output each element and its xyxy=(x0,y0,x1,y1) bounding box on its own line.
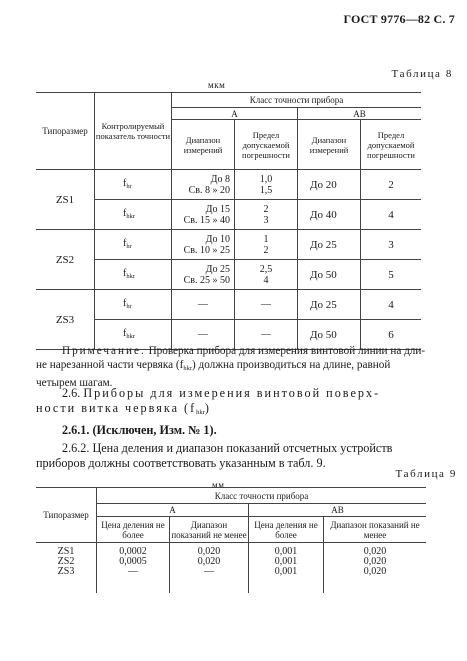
t8-cell-line: — xyxy=(261,329,271,340)
t9-value: — xyxy=(128,566,138,577)
s26-line2: ности витка червяка (f xyxy=(36,401,197,415)
t9-div-a xyxy=(97,543,170,593)
t8-range-a-cell xyxy=(172,290,235,320)
t8-sub-limit-ab: Предел допускаемой погрешности xyxy=(361,120,422,170)
s261: 2.6.1. (Исключен, Изм. № 1). xyxy=(62,423,217,437)
t8-indicator-cell xyxy=(95,200,172,230)
t8-row xyxy=(36,230,421,260)
t8-cell-line: — xyxy=(198,329,208,340)
t9-value: 0,020 xyxy=(363,566,387,577)
t8-limit-a-cell xyxy=(235,200,298,230)
t9-class-header: Класс точности прибора xyxy=(97,488,427,504)
t9-value: 0,020 xyxy=(197,556,221,567)
t9-range-ab xyxy=(324,543,427,593)
t8-cell-line: 1 xyxy=(263,233,269,245)
t8-row xyxy=(36,200,421,230)
t9-value: 0,020 xyxy=(197,546,221,557)
t8-body xyxy=(36,170,421,350)
t8-limit-ab-cell: 3 xyxy=(361,230,422,260)
t8-indicator-subscript: hr xyxy=(126,182,132,190)
t9-col-type: Типоразмер xyxy=(36,488,97,543)
t8-indicator-subscript: hr xyxy=(126,302,132,310)
t8-col-type: Типоразмер xyxy=(36,93,95,170)
table8-unit: мкм xyxy=(208,80,226,90)
t8-sub-range-a: Диапазон измерений xyxy=(172,120,235,170)
t8-range-ab-cell: До 50 xyxy=(298,320,361,350)
note-line2b: ) должна производиться на длине, равной xyxy=(191,359,391,371)
t8-limit-ab-cell: 4 xyxy=(361,200,422,230)
t8-col-indicator: Контролируемый показатель точности xyxy=(95,93,172,170)
t9-value: — xyxy=(204,566,214,577)
t8-indicator-symbol: f xyxy=(123,237,127,249)
t8-indicator-cell xyxy=(95,290,172,320)
t9-value: 0,020 xyxy=(363,546,387,557)
t9-value: 0,0002 xyxy=(119,546,147,557)
t8-cell-line: — xyxy=(198,299,208,310)
t9-class-ab: АВ xyxy=(249,504,427,517)
t8-indicator-subscript: hkr xyxy=(126,332,136,340)
table9-unit: мм xyxy=(212,480,225,490)
t9-class-a: А xyxy=(97,504,249,517)
t8-cell-line: Св. 15 » 40 xyxy=(183,214,230,226)
t9-value: ZS3 xyxy=(57,566,75,577)
t8-class-ab: АВ xyxy=(298,108,422,120)
t8-range-ab-cell: До 40 xyxy=(298,200,361,230)
t8-class-a: А xyxy=(172,108,298,120)
t8-limit-a-cell xyxy=(235,230,298,260)
t8-limit-a-cell xyxy=(235,290,298,320)
t8-range-ab-cell: До 25 xyxy=(298,290,361,320)
t8-cell-line: 1,5 xyxy=(259,184,273,196)
s262-line1: 2.6.2. Цена деления и диапазон показаний отсчетных устройств xyxy=(62,441,393,455)
t8-row xyxy=(36,290,421,320)
t8-limit-ab-cell: 4 xyxy=(361,290,422,320)
t8-type-cell: ZS1 xyxy=(36,170,95,230)
table9-caption: Таблица 9 xyxy=(395,468,457,480)
note xyxy=(36,344,436,390)
t8-range-ab-cell: До 50 xyxy=(298,260,361,290)
s26-num: 2.6. xyxy=(62,386,81,400)
t8-indicator-symbol: f xyxy=(123,297,127,309)
t8-cell-line: 2 xyxy=(263,203,269,215)
t8-cell-line: 1,0 xyxy=(259,173,273,185)
t8-cell-line: — xyxy=(261,299,271,310)
t9-sub-div-ab: Цена деления не более xyxy=(249,517,324,543)
t8-row xyxy=(36,170,421,200)
t8-limit-ab-cell: 6 xyxy=(361,320,422,350)
t9-types xyxy=(36,543,97,593)
t9-sub-range-ab: Диапазон показаний не менее xyxy=(324,517,427,543)
t8-indicator-cell xyxy=(95,260,172,290)
s26-line2b: ) xyxy=(204,401,209,415)
t8-limit-ab-cell: 5 xyxy=(361,260,422,290)
t9-value: ZS1 xyxy=(57,546,75,557)
table-8 xyxy=(36,92,421,350)
t8-cell-line: До 8 xyxy=(210,173,230,185)
t8-indicator-symbol: f xyxy=(123,267,127,279)
t8-limit-a-cell xyxy=(235,170,298,200)
t8-cell-line: До 10 xyxy=(205,233,230,245)
t8-cell-line: 4 xyxy=(263,274,269,286)
t8-range-a-cell xyxy=(172,260,235,290)
t8-cell-line: До 25 xyxy=(205,263,230,275)
s26-sub: hkr xyxy=(196,409,205,416)
section-2-6 xyxy=(36,386,436,471)
s262-line2: приборов должны соответствовать указанным в табл. 9. xyxy=(36,456,326,470)
t8-indicator-cell xyxy=(95,170,172,200)
t9-range-a xyxy=(170,543,249,593)
t8-indicator-subscript: hkr xyxy=(126,212,136,220)
t9-value: 0,001 xyxy=(274,546,298,557)
t8-indicator-symbol: f xyxy=(123,177,127,189)
t8-row xyxy=(36,260,421,290)
t8-indicator-symbol: f xyxy=(123,327,127,339)
t9-div-ab xyxy=(249,543,324,593)
t8-cell-line: 2 xyxy=(263,244,269,256)
t9-value: ZS2 xyxy=(57,556,75,567)
t8-sub-limit-a: Предел допускаемой погрешности xyxy=(235,120,298,170)
t9-value: 0,0005 xyxy=(119,556,147,567)
note-line3: четырем шагам. xyxy=(36,377,113,389)
note-line2-sub: hkr xyxy=(183,365,192,372)
t8-indicator-symbol: f xyxy=(123,207,127,219)
t8-indicator-subscript: hr xyxy=(126,242,132,250)
t8-limit-a-cell xyxy=(235,260,298,290)
table-9 xyxy=(36,487,426,593)
note-line1: Проверка прибора для измерения винтовой линии на дли- xyxy=(148,345,426,357)
t8-limit-ab-cell: 2 xyxy=(361,170,422,200)
t8-type-cell: ZS2 xyxy=(36,230,95,290)
t8-cell-line: Св. 8 » 20 xyxy=(188,184,230,196)
t8-sub-range-ab: Диапазон измерений xyxy=(298,120,361,170)
t8-range-a-cell xyxy=(172,170,235,200)
t9-sub-div-a: Цена деления не более xyxy=(97,517,170,543)
t8-class-header: Класс точности прибора xyxy=(172,93,422,108)
t8-range-a-cell xyxy=(172,200,235,230)
t8-cell-line: Св. 10 » 25 xyxy=(183,244,230,256)
t8-type-cell: ZS3 xyxy=(36,290,95,350)
t8-indicator-cell xyxy=(95,230,172,260)
t8-cell-line: Св. 25 » 50 xyxy=(183,274,230,286)
t8-cell-line: 3 xyxy=(263,214,269,226)
page-header: ГОСТ 9776—82 С. 7 xyxy=(343,12,455,26)
t8-range-ab-cell: До 20 xyxy=(298,170,361,200)
t9-value: 0,020 xyxy=(363,556,387,567)
t9-sub-range-a: Диапазон показаний не менее xyxy=(170,517,249,543)
t8-indicator-subscript: hkr xyxy=(126,272,136,280)
t9-value: 0,001 xyxy=(274,556,298,567)
t8-range-a-cell xyxy=(172,230,235,260)
note-line2a: не нарезанной части червяка (f xyxy=(36,359,184,371)
t8-cell-line: 2,5 xyxy=(259,263,273,275)
note-label: Примечание. xyxy=(62,345,146,357)
t8-range-ab-cell: До 25 xyxy=(298,230,361,260)
table8-caption: Таблица 8 xyxy=(391,68,453,80)
t8-cell-line: До 15 xyxy=(205,203,230,215)
t9-value: 0,001 xyxy=(274,566,298,577)
s26-line1: Приборы для измерения винтовой поверх- xyxy=(83,386,381,400)
